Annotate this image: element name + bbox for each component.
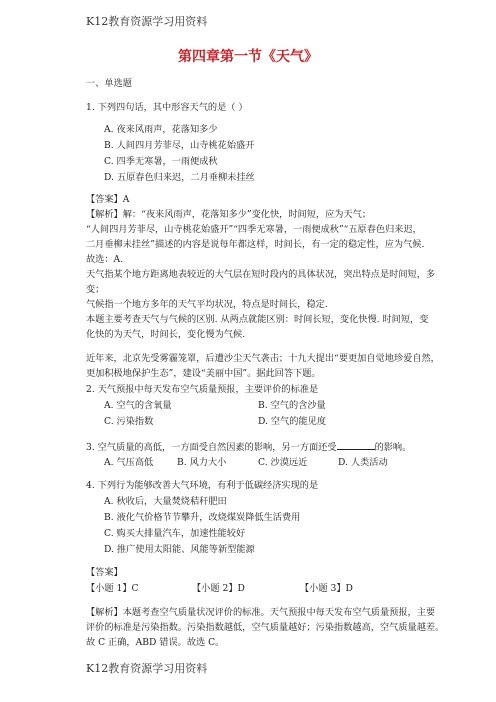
q4-stem: 4. 下列行为能够改善大气环境，有利于低碳经济实现的是 <box>86 480 319 491</box>
q2-option-c: C. 污染指数 <box>104 416 154 427</box>
q3-option-a: A. 气压高低 <box>104 457 154 468</box>
q1-analysis-line: 二月垂柳未挂丝”描述的内容是说每年都这样，时间长，有一定的稳定性，应为气候. <box>86 239 425 250</box>
q1-analysis-line: 气候指一个地方多年的天气平均状况，特点是时间长，稳定. <box>86 299 328 310</box>
q1-analysis-line: 化快的为天气，时间长，变化慢为气候. <box>86 329 246 340</box>
q1-option-b: B. 人间四月芳菲尽，山寺桃花始盛开 <box>104 140 255 151</box>
answer-label: 【答案】 <box>86 567 123 578</box>
passage-line: 更加积极地保护生态”，建设“美丽中国”。据此回答下题。 <box>86 368 321 379</box>
q3-option-b: B. 风力大小 <box>177 457 227 468</box>
q1-analysis-line: “人间四月芳菲尽，山寺桃花始盛开”“四季无寒暑，一雨便成秋”“五原春色归来迟， <box>86 224 422 235</box>
q1-analysis-line: 故选：A. <box>86 254 124 265</box>
q2-option-b: B. 空气的含沙量 <box>258 400 326 411</box>
section-heading: 一、单选题 <box>86 78 132 89</box>
q2-option-a: A. 空气的含氧量 <box>104 400 172 411</box>
q4-option-b: B. 液化气价格节节攀升，改烧煤炭降低生活费用 <box>104 512 301 523</box>
analysis-line: 评价的标准是污染指数。污染指数越低，空气质量越好；污染指数越高，空气质量越差。 <box>86 622 445 633</box>
q1-option-a: A. 夜来风雨声，花落知多少 <box>104 124 218 135</box>
analysis-line: 故 C 正确，ABD 错误。故选 C。 <box>86 637 225 648</box>
subquestion-answer-1: 【小题 1】C <box>86 583 139 594</box>
q1-option-c: C. 四季无寒暑，一雨便成秋 <box>104 156 218 167</box>
q4-option-c: C. 购买大排量汽车，加速性能较好 <box>104 528 246 539</box>
q3-stem-after: 的影响。 <box>374 442 412 453</box>
q3-stem-before: 3. 空气质量的高低，一方面受自然因素的影响，另一方面还受 <box>86 442 337 453</box>
q1-analysis-line: 本题主要考查天气与气候的区别. 从两点就能区别：时间长短，变化快慢. 时间短，变 <box>86 314 429 325</box>
q3-stem <box>86 440 411 454</box>
passage-line: 近年来，北京先受雾霾笼罩，后遭沙尘天气袭击；十九大提出“要更加自觉地珍爱自然， <box>86 353 440 364</box>
analysis-line: 【解析】本题考查空气质量状况评价的标准。天气预报中每天发布空气质量预报，主要 <box>86 607 436 618</box>
q3-option-c: C. 沙漠远近 <box>258 457 308 468</box>
subquestion-answer-3: 【小题 3】D <box>300 583 353 594</box>
q2-stem: 2. 天气预报中每天发布空气质量预报，主要评价的标准是 <box>86 384 319 395</box>
q4-option-a: A. 秋收后，大量焚烧秸秆肥田 <box>104 496 227 507</box>
q1-answer: 【答案】A <box>86 194 130 205</box>
q1-stem: 1. 下列四句话，其中形容天气的是（ ） <box>86 102 248 113</box>
q3-option-d: D. 人类活动 <box>338 457 388 468</box>
q1-analysis-line: 变； <box>86 284 105 295</box>
q1-analysis-line: 【解析】解：“夜来风雨声，花落知多少”变化快，时间短，应为天气； <box>86 209 372 220</box>
q4-option-d: D. 推广使用太阳能、风能等新型能源 <box>104 544 255 555</box>
page-footer: K12教育资源学习用资料 <box>86 662 208 675</box>
subquestion-answer-2: 【小题 2】D <box>192 583 245 594</box>
q2-option-d: D. 空气的能见度 <box>258 416 327 427</box>
page-header: K12教育资源学习用资料 <box>86 15 208 28</box>
q1-analysis-line: 天气指某个地方距离地表较近的大气层在短时段内的具体状况，突出特点是时间短，多 <box>86 269 436 280</box>
document-title: 第四章第一节《天气》 <box>178 49 318 65</box>
q3-blank <box>337 440 375 450</box>
q1-option-d: D. 五原春色归来迟，二月垂柳未挂丝 <box>104 172 255 183</box>
